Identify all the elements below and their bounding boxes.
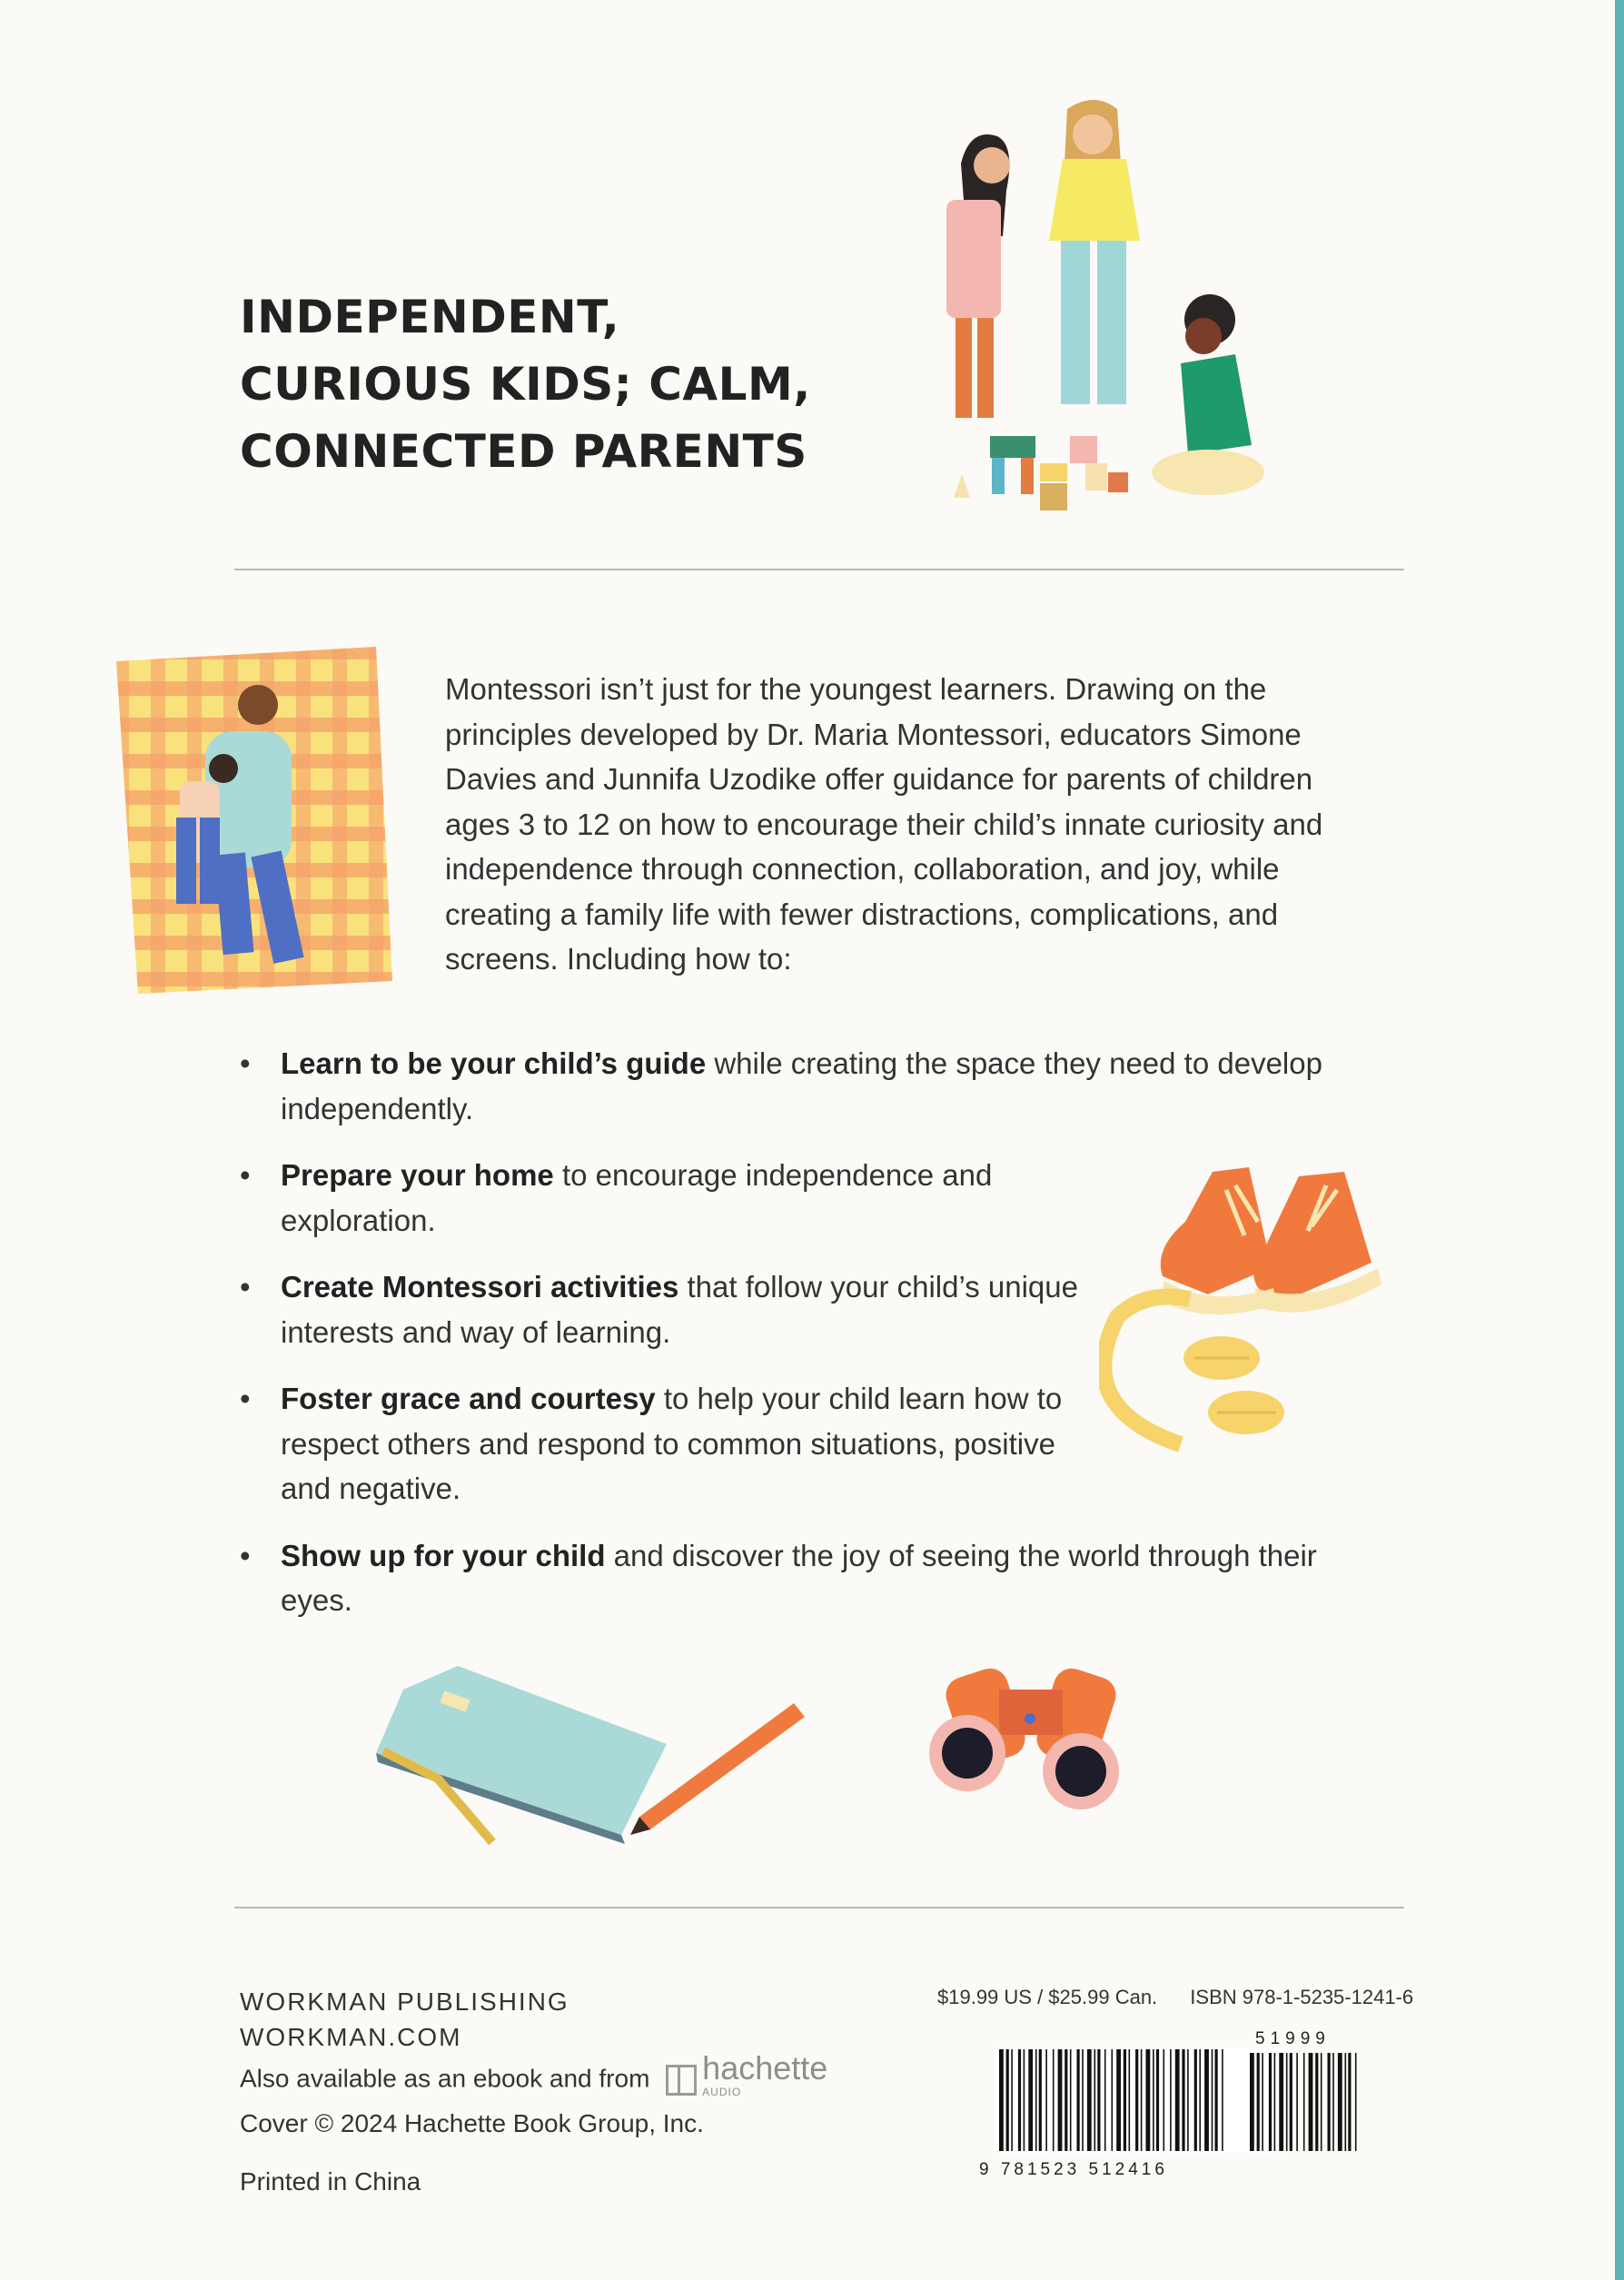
headline-line-1: INDEPENDENT,	[240, 291, 620, 343]
publisher-info	[240, 1984, 827, 2199]
bullet-text: while creating the space they need to develop independently.	[281, 1046, 1322, 1125]
hachette-audio-logo	[666, 2049, 828, 2106]
list-item	[240, 1264, 1080, 1354]
barcode-graphic	[972, 2026, 1371, 2180]
children-playing-illustration	[926, 91, 1272, 518]
intro-paragraph: Montessori isn’t just for the youngest learners. Drawing on the principles developed by Dr. Maria Montessori, educators Simone Davies and Junnifa Uzodike offer guidance for parents of children ages 3 to 12 on how to encourage their child’s innate curiosity and independence through connection, collaboration, and joy, while creating a family life with fewer distractions, complications, and screens. Including how to:	[445, 672, 1323, 976]
list-item	[240, 1153, 1080, 1243]
availability-text: Also available as an ebook and from	[240, 2064, 650, 2093]
price: $19.99 US / $25.99 Can.	[937, 1986, 1158, 2008]
parent-child-blanket-illustration	[114, 645, 396, 995]
bullet-lead: Prepare your home	[281, 1158, 554, 1192]
bullet-lead: Show up for your child	[281, 1538, 606, 1572]
divider-bottom	[234, 1907, 1404, 1908]
spine-edge	[1615, 0, 1624, 2280]
list-item	[240, 1376, 1080, 1512]
bullet-lead: Learn to be your child’s guide	[281, 1046, 707, 1080]
barcode-addon-digits: 51999	[1255, 2029, 1331, 2048]
headline-line-3: CONNECTED PARENTS	[240, 425, 807, 478]
hachette-audio-label: AUDIO	[702, 2086, 742, 2098]
sneakers-headphones-illustration	[1099, 1154, 1435, 1472]
notebook-pencil-illustration	[367, 1662, 812, 1853]
list-item	[240, 1041, 1334, 1131]
barcode-main-digits: 9 781523 512416	[979, 2160, 1168, 2179]
bullet-lead: Foster grace and courtesy	[281, 1382, 656, 1415]
binoculars-illustration	[917, 1644, 1144, 1835]
bullet-lead: Create Montessori activities	[281, 1270, 679, 1304]
publisher-website: WORKMAN.COM	[240, 2023, 462, 2051]
bullet-text: and discover the joy of seeing the world through their eyes.	[281, 1538, 1317, 1617]
hachette-logo-word: hachette	[702, 2049, 828, 2087]
list-item	[240, 1533, 1334, 1623]
isbn: ISBN 978-1-5235-1241-6	[1190, 1986, 1414, 2008]
bullet-text: that follow your child’s unique interests and way of learning.	[281, 1270, 1078, 1349]
bullet-text: to help your child learn how to respect others and respond to common situations, positive and negative.	[281, 1382, 1063, 1505]
price-isbn-line	[937, 1986, 1413, 2009]
headline-line-2: CURIOUS KIDS; CALM,	[240, 358, 811, 411]
hachette-h-icon	[666, 2065, 697, 2096]
divider-top	[234, 569, 1404, 570]
bullet-text: to encourage independence and exploration.	[281, 1158, 993, 1237]
headline	[240, 283, 811, 485]
availability-line	[240, 2049, 828, 2106]
publisher-name: WORKMAN PUBLISHING	[240, 1988, 569, 2016]
printed-in: Printed in China	[240, 2167, 421, 2196]
copyright-line: Cover © 2024 Hachette Book Group, Inc.	[240, 2109, 704, 2137]
barcode	[972, 2026, 1371, 2180]
